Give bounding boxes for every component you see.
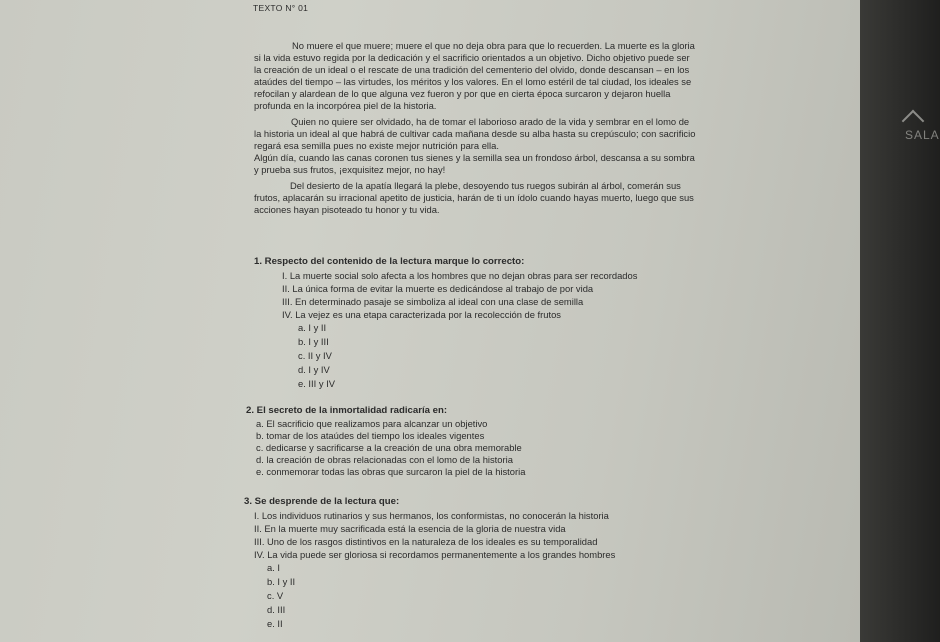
question-2-option: d. la creación de obras relacionadas con el lomo de la historia [256,454,513,465]
question-1-option: e. III y IV [298,378,335,389]
question-1-statement: I. La muerte social solo afecta a los hombres que no dejan obras para ser recordados [282,270,638,281]
paragraph-line: ataúdes del tiempo – las virtudes, los méritos y los valores. En el lomo estéril de tal ciudad, los ideales se [254,76,692,87]
question-1-option: a. I y II [298,322,327,333]
text-header: TEXTO N° 01 [253,3,309,13]
question-1-title: 1. Respecto del contenido de la lectura marque lo correcto: [254,256,525,267]
paragraph-line: si la vida estuvo regida por la dedicación y el sacrificio orientados a un objetivo. Dicho objetivo puede ser [254,52,690,63]
question-2-option: c. dedicarse y sacrificarse a la creación de una obra memorable [256,442,522,453]
question-3-option: a. I [267,562,281,573]
question-3-option: b. I y II [267,576,296,587]
question-2-option: b. tomar de los ataúdes del tiempo los ideales vigentes [256,430,485,441]
paragraph-line: refocilan y alardean de lo que alguna vez fueron y por que en cierta época surcaron y dejaron huella [254,88,671,99]
question-3-option: c. V [267,590,284,601]
question-3-statement: III. Uno de los rasgos distintivos en la naturaleza de los ideales es su temporalidad [254,536,598,547]
question-1-statement: IV. La vejez es una etapa caracterizada por la recolección de frutos [282,309,561,320]
watermark-text: SALA [905,128,940,142]
question-3-option: e. II [267,618,283,629]
question-1-option: c. II y IV [298,350,332,361]
question-3-option: d. III [267,604,286,615]
question-3-title: 3. Se desprende de la lectura que: [244,496,400,507]
question-2-option: a. El sacrificio que realizamos para alcanzar un objetivo [256,418,488,429]
paragraph-line: frutos, aplacarán su irracional apetito de justicia, harán de ti un ídolo cuando hayas muerto, luego que sus [254,192,694,203]
paragraph-line: Algún día, cuando las canas coronen tus sienes y la semilla sea un frondoso árbol, descansa a su sombra [254,152,695,163]
question-3-statement: II. En la muerte muy sacrificada está la esencia de la gloria de nuestra vida [254,523,566,534]
paragraph-line: la historia un ideal al que habrá de cultivar cada mañana desde su alba hasta su crepúsculo; con sacrificio [254,128,696,139]
paragraph-line: la creación de un ideal o el rescate de una tradición del cementerio del olvido, donde descansan – en los [254,64,690,75]
question-1-statement: II. La única forma de evitar la muerte es dedicándose al trabajo de por vida [282,283,594,294]
paragraph-line: No muere el que muere; muere el que no deja obra para que lo recuerden. La muerte es la gloria [292,40,695,51]
paragraph-line: Del desierto de la apatía llegará la plebe, desoyendo tus ruegos subirán al árbol, comerán sus [290,180,681,191]
paragraph-line: y prueba sus frutos, ¡exquisitez mejor, no hay! [254,164,446,175]
question-2-option: e. conmemorar todas las obras que surcaron la piel de la historia [256,466,526,477]
paragraph-line: acciones hayan pisoteado tu honor y tu vida. [254,204,440,215]
background-dark-area [860,0,940,642]
paragraph-line: profunda en la incorpórea piel de la historia. [254,100,437,111]
question-3-statement: I. Los individuos rutinarios y sus hermanos, los conformistas, no conocerán la historia [254,510,609,521]
paragraph-line: regará esa semilla pues no existe mejor nutrición para ella. [254,140,499,151]
question-3-statement: IV. La vida puede ser gloriosa si recordamos permanentemente a los grandes hombres [254,549,616,560]
question-1-statement: III. En determinado pasaje se simboliza al ideal con una clase de semilla [282,296,584,307]
question-1-option: b. I y III [298,336,329,347]
paragraph-line: Quien no quiere ser olvidado, ha de tomar el laborioso arado de la vida y sembrar en el lomo de [291,116,690,127]
question-1-option: d. I y IV [298,364,330,375]
question-2-title: 2. El secreto de la inmortalidad radicaría en: [246,405,448,416]
